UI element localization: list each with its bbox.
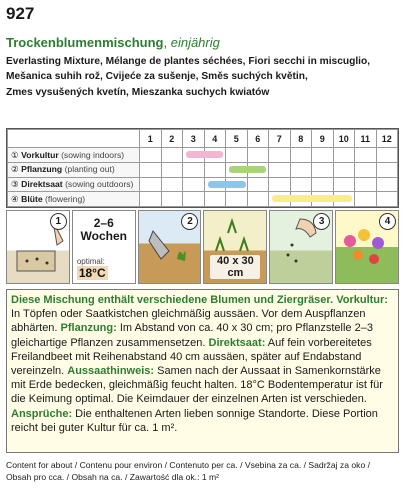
month-cell bbox=[355, 162, 377, 177]
sowing-calendar bbox=[6, 128, 399, 208]
step-number-icon: ① bbox=[11, 149, 19, 160]
translation-line: Mešanica suhih rož, Cvijeće za sušenje, Směs suchých květin, bbox=[6, 71, 308, 83]
month-cell bbox=[269, 192, 291, 207]
month-cell bbox=[247, 192, 269, 207]
month-cell bbox=[140, 192, 162, 207]
month-cell bbox=[161, 192, 183, 207]
title-sep: , bbox=[163, 35, 171, 50]
month-cell bbox=[140, 148, 162, 163]
month-cell bbox=[376, 148, 398, 163]
month-header: 10 bbox=[333, 130, 355, 148]
month-cell bbox=[333, 192, 355, 207]
calendar-header bbox=[8, 130, 398, 148]
direktsaat-text: Auf fein vorbereitetes Freilandbeet mit Reihenabstand 40 cm aussäen, später auf Endabstand vereinzeln. bbox=[11, 336, 372, 378]
month-cell bbox=[161, 162, 183, 177]
month-cell bbox=[204, 177, 226, 192]
title-main: Trockenblumenmischung bbox=[6, 35, 164, 50]
step-number-icon: 1 bbox=[50, 213, 67, 230]
month-header: 4 bbox=[204, 130, 226, 148]
calendar-corner bbox=[8, 130, 140, 148]
month-cell bbox=[269, 162, 291, 177]
month-cell bbox=[376, 177, 398, 192]
month-cell bbox=[204, 148, 226, 163]
month-cell bbox=[376, 162, 398, 177]
month-cell bbox=[290, 177, 312, 192]
month-header: 2 bbox=[161, 130, 183, 148]
optimal-label: optimal: bbox=[76, 257, 105, 266]
month-cell bbox=[312, 192, 334, 207]
pflanzung-heading: Pflanzung: bbox=[60, 322, 117, 335]
month-cell bbox=[247, 162, 269, 177]
month-cell bbox=[183, 162, 205, 177]
aussaathinweis-text: Samen nach der Aussaat in Samenkornstärke mit Erde bedecken, gleichmäßig feucht halten. 18°C Bodentemperatur ist für die Keimung optimal. Die Keimdauer der einzelnen Arten ist verschieden. bbox=[11, 365, 383, 406]
month-header: 11 bbox=[355, 130, 377, 148]
pictogram-planting bbox=[138, 210, 202, 284]
month-header: 6 bbox=[247, 130, 269, 148]
row-label-en: (sowing outdoors) bbox=[65, 178, 134, 189]
step-number-icon: ② bbox=[11, 164, 19, 175]
step-number-icon: 4 bbox=[379, 213, 396, 230]
month-header: 3 bbox=[183, 130, 205, 148]
month-cell bbox=[204, 162, 226, 177]
calendar-row-label bbox=[8, 148, 140, 163]
month-cell bbox=[140, 162, 162, 177]
month-cell bbox=[161, 148, 183, 163]
pictogram-strip bbox=[6, 210, 399, 284]
month-cell bbox=[226, 162, 248, 177]
translations bbox=[6, 54, 401, 100]
optimal-temperature bbox=[77, 257, 135, 280]
ansprueche-heading: Ansprüche: bbox=[11, 407, 73, 420]
month-cell bbox=[355, 177, 377, 192]
translation-line: Zmes vysušených kvetín, Mieszanka suchych kwiatów bbox=[6, 86, 270, 98]
vorkultur-heading: Vorkultur: bbox=[336, 294, 388, 306]
optimal-temp-value: 18°C bbox=[78, 266, 106, 280]
content-footer bbox=[6, 459, 401, 484]
month-cell bbox=[355, 192, 377, 207]
month-cell bbox=[183, 192, 205, 207]
month-header: 7 bbox=[269, 130, 291, 148]
weeks-label: Wochen bbox=[80, 229, 127, 243]
translation-line: Everlasting Mixture, Mélange de plantes séchées, Fiori secchi in miscuglio, bbox=[6, 56, 371, 67]
month-cell bbox=[269, 148, 291, 163]
calendar-row-label bbox=[8, 192, 140, 207]
row-label: Pflanzung bbox=[21, 164, 63, 175]
month-cell bbox=[376, 192, 398, 207]
vorkultur-text: In Töpfen oder Saatkistchen gleichmäßig aussäen. Vor dem Auspflanzen abhärten. bbox=[11, 308, 366, 335]
row-label: Blüte bbox=[21, 193, 43, 204]
month-cell bbox=[247, 148, 269, 163]
month-cell bbox=[140, 177, 162, 192]
pictogram-spacing bbox=[203, 210, 267, 284]
month-cell bbox=[333, 148, 355, 163]
direktsaat-heading: Direktsaat: bbox=[208, 336, 266, 349]
calendar-row bbox=[8, 177, 398, 192]
month-header: 8 bbox=[290, 130, 312, 148]
month-cell bbox=[161, 177, 183, 192]
row-label: Direktsaat bbox=[21, 178, 63, 189]
step-number-icon: ③ bbox=[11, 178, 19, 189]
ansprueche-text: Die enthaltenen Arten lieben sonnige Standorte. Diese Portion reicht bei guter Kultur für ca. 1 m². bbox=[11, 407, 378, 434]
row-label-en: (sowing indoors) bbox=[61, 149, 125, 160]
calendar-row bbox=[8, 192, 398, 207]
month-cell bbox=[269, 177, 291, 192]
pictogram-sowing-indoors bbox=[6, 210, 70, 284]
product-code: 927 bbox=[6, 4, 35, 23]
aussaathinweis-heading: Aussaathinweis: bbox=[67, 365, 155, 378]
month-header: 12 bbox=[376, 130, 398, 148]
weeks-value: 2–6 bbox=[93, 216, 114, 230]
calendar-row bbox=[8, 148, 398, 163]
title-sub: einjährig bbox=[170, 35, 220, 50]
footer-line: Content for about / Contenu pour environ / Contenuto per ca. / Vsebina za ca. / Sadržaj za oko / bbox=[6, 460, 371, 470]
month-header: 1 bbox=[140, 130, 162, 148]
product-title bbox=[6, 35, 220, 50]
month-cell bbox=[312, 177, 334, 192]
pictogram-germination bbox=[72, 210, 136, 284]
plants-grid-icon bbox=[204, 211, 262, 261]
month-cell bbox=[312, 162, 334, 177]
pflanzung-text: Im Abstand von ca. 40 x 30 cm; pro Pflanzstelle 2–3 gleichartige Pflanzen zusammensetzen. bbox=[11, 322, 373, 349]
step-number-icon: 3 bbox=[313, 213, 330, 230]
month-cell bbox=[247, 177, 269, 192]
mix-intro: Diese Mischung enthält verschiedene Blumen und Ziergräser. bbox=[11, 294, 334, 306]
month-cell bbox=[226, 148, 248, 163]
pictogram-flowering bbox=[335, 210, 399, 284]
month-cell bbox=[290, 192, 312, 207]
month-cell bbox=[312, 148, 334, 163]
month-cell bbox=[226, 192, 248, 207]
month-cell bbox=[290, 148, 312, 163]
month-cell bbox=[204, 192, 226, 207]
row-label: Vorkultur bbox=[21, 149, 59, 160]
month-cell bbox=[183, 177, 205, 192]
calendar-row-label bbox=[8, 162, 140, 177]
cultivation-instructions bbox=[6, 289, 399, 453]
month-cell bbox=[183, 148, 205, 163]
calendar-row-label bbox=[8, 177, 140, 192]
month-header: 9 bbox=[312, 130, 334, 148]
month-cell bbox=[226, 177, 248, 192]
row-label-en: (flowering) bbox=[44, 193, 86, 204]
month-cell bbox=[355, 148, 377, 163]
month-cell bbox=[333, 162, 355, 177]
month-cell bbox=[290, 162, 312, 177]
row-label-en: (planting out) bbox=[64, 164, 115, 175]
pictogram-direct-sowing bbox=[269, 210, 333, 284]
planting-distance: 40 x 30 cm bbox=[210, 255, 260, 279]
month-header: 5 bbox=[226, 130, 248, 148]
calendar-row bbox=[8, 162, 398, 177]
footer-line: Obsah pro cca. / Obsah na ca. / Zawartość dla ok.: 1 m² bbox=[6, 472, 220, 483]
step-number-icon: ④ bbox=[11, 193, 19, 204]
step-number-icon: 2 bbox=[181, 213, 198, 230]
germination-weeks bbox=[73, 217, 135, 243]
month-cell bbox=[333, 177, 355, 192]
